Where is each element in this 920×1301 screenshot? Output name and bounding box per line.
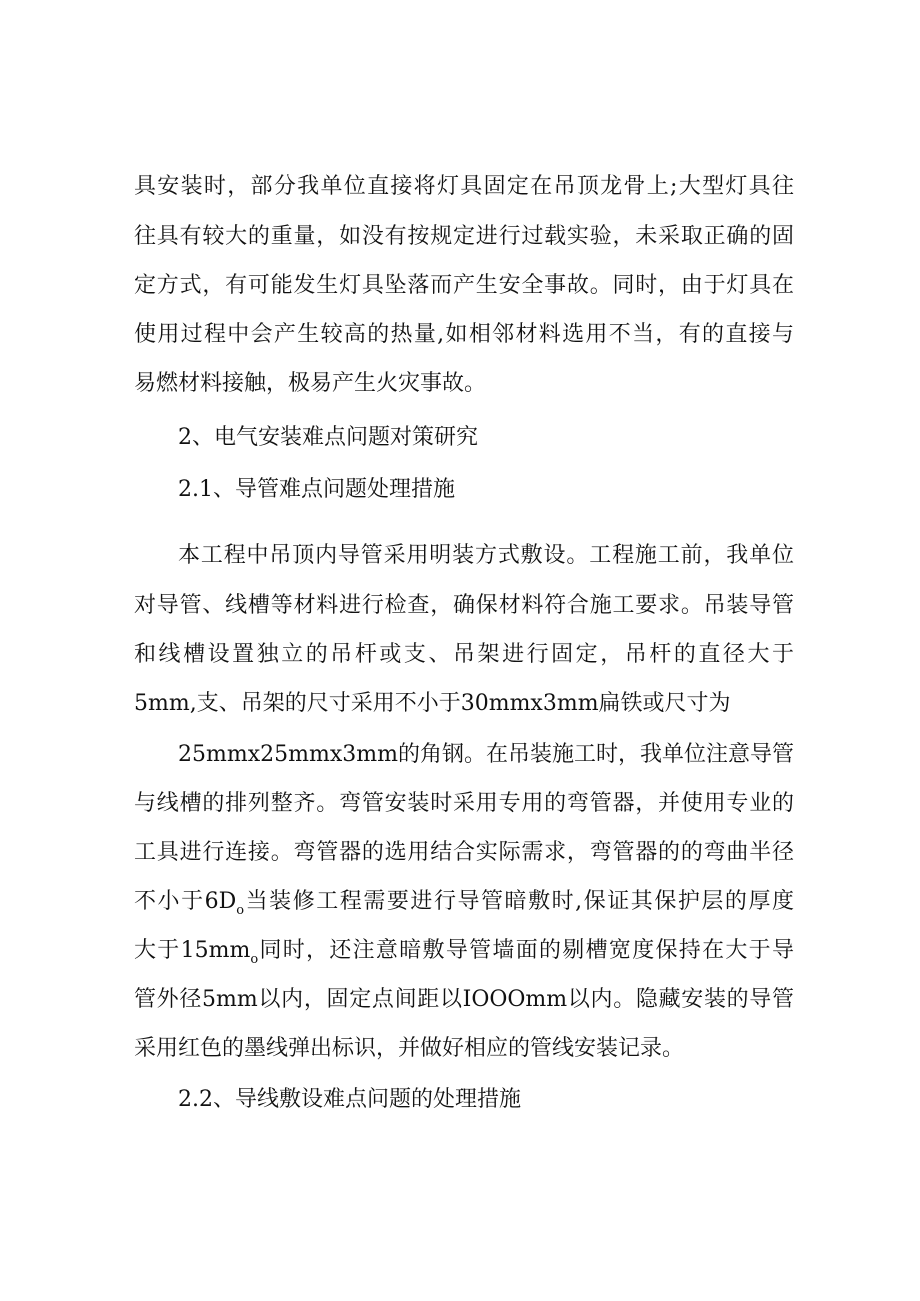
paragraph-1-line-4: 使用过程中会产生较高的热量,如相邻材料选用不当，有的直接与 <box>134 322 794 347</box>
paragraph-3-line-1: 25mmx25mmx3mm的角钢。在吊装施工时，我单位注意导管 <box>178 742 794 767</box>
section-2-heading: 2、电气安装难点问题对策研究 <box>178 425 478 450</box>
subscript: o <box>250 952 259 967</box>
text-run: 同时，还注意暗敷导管墙面的剔槽宽度保持在大于导 <box>258 938 794 963</box>
paragraph-3-line-2: 与线槽的排列整齐。弯管安装时采用专用的弯管器，并使用专业的 <box>134 791 794 816</box>
paragraph-2-line-2: 对导管、线槽等材料进行检查，确保材料符合施工要求。吊装导管 <box>134 593 794 618</box>
paragraph-2-line-1: 本工程中吊顶内导管采用明装方式敷设。工程施工前，我单位 <box>178 543 794 568</box>
paragraph-1-line-5: 易燃材料接触，极易产生火灾事故。 <box>134 371 487 396</box>
paragraph-3-line-3: 工具进行连接。弯管器的选用结合实际需求，弯管器的的弯曲半径 <box>134 840 794 865</box>
paragraph-3-line-5 <box>134 936 794 975</box>
paragraph-2-line-4: 5mm,支、吊架的尺寸采用不小于30mmx3mm扁铁或尺寸为 <box>134 691 731 716</box>
section-2-2-heading: 2.2、导线敷设难点问题的处理措施 <box>178 1087 521 1112</box>
section-2-1-heading: 2.1、导管难点问题处理措施 <box>178 477 455 502</box>
subscript: o <box>236 903 245 918</box>
paragraph-3-line-4 <box>134 887 794 926</box>
paragraph-1-line-1: 具安装时，部分我单位直接将灯具固定在吊顶龙骨上;大型灯具往 <box>134 174 794 199</box>
paragraph-1-line-3: 定方式，有可能发生灯具坠落而产生安全事故。同时，由于灯具在 <box>134 273 794 298</box>
text-run: 当装修工程需要进行导管暗敷时,保证其保护层的厚度 <box>244 889 795 914</box>
paragraph-3-line-7: 采用红色的墨线弹出标识，并做好相应的管线安装记录。 <box>134 1036 685 1061</box>
paragraph-1-line-2: 往具有较大的重量，如没有按规定进行过载实验，未采取正确的固 <box>134 224 794 249</box>
text-run: 不小于6D <box>134 889 237 914</box>
paragraph-3-line-6: 管外径5mm以内，固定点间距以IOOOmm以内。隐藏安装的导管 <box>134 987 794 1012</box>
text-run: 大于15mm <box>134 938 251 963</box>
paragraph-2-line-3: 和线槽设置独立的吊杆或支、吊架进行固定，吊杆的直径大于 <box>134 642 794 667</box>
